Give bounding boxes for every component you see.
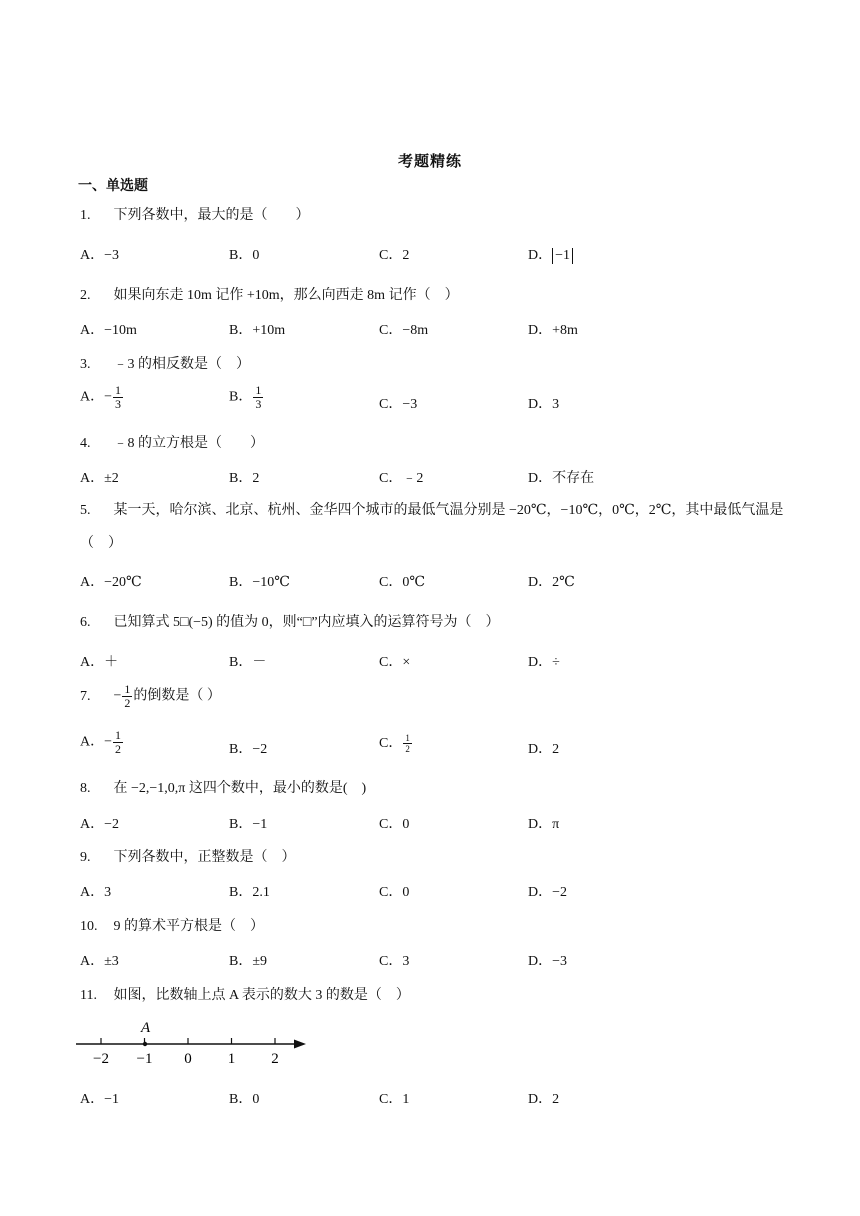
option-c[interactable]: C．0: [379, 817, 410, 832]
option-b[interactable]: B．−10℃: [229, 575, 290, 590]
option-c[interactable]: C．1: [379, 1092, 410, 1107]
denominator: 2: [115, 742, 122, 756]
option-c[interactable]: C．−3: [379, 397, 418, 412]
question-text: 下列各数中，正整数是（ ）: [113, 850, 296, 865]
option-b[interactable]: B．0: [229, 248, 260, 263]
point-a-label: A: [141, 1020, 151, 1036]
tick-label: −1: [136, 1051, 153, 1067]
option-a[interactable]: A．−2: [80, 817, 120, 832]
option-b[interactable]: B．−2: [229, 742, 268, 757]
question-text: 的倒数是（ ）: [133, 688, 221, 704]
question-3: [80, 353, 250, 373]
option-label: A．: [80, 734, 105, 750]
numerator: 1: [124, 682, 131, 696]
tick-label: 1: [227, 1051, 236, 1067]
question-9: [80, 846, 296, 866]
question-number: 3.: [80, 357, 91, 372]
option-a[interactable]: A．−3: [80, 248, 120, 263]
option-d[interactable]: [528, 244, 573, 264]
question-number: 9.: [80, 850, 91, 865]
option-b[interactable]: B．－: [229, 655, 267, 670]
question-text: 下列各数中，最大的是（ ）: [113, 208, 310, 223]
question-number: 10.: [80, 919, 98, 934]
option-d[interactable]: D．3: [528, 397, 560, 412]
denominator: 3: [255, 397, 262, 411]
question-number: 1.: [80, 208, 91, 223]
fraction: [122, 683, 132, 710]
option-d[interactable]: D．2℃: [528, 575, 575, 590]
tick-label: −2: [93, 1051, 109, 1067]
option-label: C．: [379, 736, 403, 751]
section-heading: 一、单选题: [78, 179, 148, 194]
question-text: 已知算式 5□(−5) 的值为 0，则“□”内应填入的运算符号为（ ）: [113, 615, 500, 630]
question-number: 2.: [80, 288, 91, 303]
question-text: 如果向东走 10m 记作 +10m，那么向西走 8m 记作（ ）: [113, 288, 459, 303]
option-b[interactable]: B．+10m: [229, 323, 286, 338]
option-c[interactable]: C．−8m: [379, 323, 429, 338]
option-b[interactable]: B．−1: [229, 817, 268, 832]
question-number: 5.: [80, 503, 91, 518]
option-d[interactable]: D．−3: [528, 954, 568, 969]
question-number: 8.: [80, 781, 91, 796]
question-10: [80, 915, 264, 935]
option-a[interactable]: A．±3: [80, 954, 119, 969]
question-text: 某一天，哈尔滨、北京、杭州、金华四个城市的最低气温分别是 −20℃，−10℃，0℃，2℃，其中最低气温是（ ）: [80, 503, 784, 551]
minus-sign: −: [113, 688, 122, 704]
question-text: 在 −2,−1,0,π 这四个数中，最小的数是( ): [113, 781, 367, 796]
option-a[interactable]: [80, 384, 124, 411]
question-number: 4.: [80, 436, 91, 451]
fraction: [253, 384, 263, 411]
fraction: [113, 384, 123, 411]
option-label: B．: [229, 389, 253, 405]
arrow-head-icon: [294, 1040, 306, 1049]
question-number: 6.: [80, 615, 91, 630]
page-title: 考题精练: [397, 154, 462, 170]
option-d[interactable]: D．2: [528, 1092, 560, 1107]
tick-label: 2: [271, 1051, 279, 1067]
option-label: A．: [80, 389, 105, 405]
question-4: [80, 432, 264, 452]
question-7: [80, 683, 221, 710]
option-b[interactable]: B．0: [229, 1092, 260, 1107]
fraction: [403, 733, 412, 754]
option-c[interactable]: C．×: [379, 655, 411, 670]
question-text: ﹣3 的相反数是（ ）: [113, 357, 250, 372]
option-c[interactable]: [379, 732, 413, 754]
option-d[interactable]: D．−2: [528, 885, 568, 900]
option-d[interactable]: D．π: [528, 817, 560, 832]
option-d[interactable]: D．不存在: [528, 471, 595, 486]
option-a[interactable]: A．＋: [80, 655, 119, 670]
question-6: [80, 611, 500, 631]
minus-sign: −: [104, 734, 113, 750]
option-d[interactable]: D．÷: [528, 655, 560, 670]
question-8: [80, 777, 366, 797]
question-5: [80, 494, 790, 560]
option-b[interactable]: B．2.1: [229, 885, 270, 900]
question-2: [80, 284, 459, 304]
option-label: D．: [528, 248, 553, 263]
question-1: [80, 204, 310, 224]
option-c[interactable]: C．2: [379, 248, 410, 263]
option-a[interactable]: A．−20℃: [80, 575, 142, 590]
option-d[interactable]: D．+8m: [528, 323, 578, 338]
fraction: [113, 729, 123, 756]
option-a[interactable]: A．−1: [80, 1092, 120, 1107]
minus-sign: −: [104, 389, 113, 405]
option-d[interactable]: D．2: [528, 742, 560, 757]
denominator: 3: [115, 397, 122, 411]
numerator: 1: [255, 383, 262, 397]
option-a[interactable]: A．3: [80, 885, 112, 900]
option-b[interactable]: B．2: [229, 471, 260, 486]
question-11: [80, 984, 410, 1004]
option-c[interactable]: C．3: [379, 954, 410, 969]
option-a[interactable]: [80, 729, 124, 756]
numerator: 1: [405, 733, 410, 744]
option-c[interactable]: C．0: [379, 885, 410, 900]
option-c[interactable]: C．0℃: [379, 575, 425, 590]
option-a[interactable]: A．±2: [80, 471, 119, 486]
absolute-value: −1: [552, 248, 573, 264]
numerator: 1: [115, 383, 122, 397]
numerator: 1: [115, 728, 122, 742]
question-text: ﹣8 的立方根是（ ）: [113, 436, 264, 451]
option-b[interactable]: B．±9: [229, 954, 268, 969]
question-number: 11.: [80, 988, 97, 1003]
option-b[interactable]: [229, 384, 264, 411]
point-a-dot: [143, 1042, 147, 1046]
question-number: 7.: [80, 688, 91, 704]
denominator: 2: [405, 744, 410, 755]
tick-label: 0: [184, 1051, 192, 1067]
number-line-figure: [70, 1018, 310, 1068]
question-text: 如图，比数轴上点 A 表示的数大 3 的数是（ ）: [113, 988, 410, 1003]
option-a[interactable]: A．−10m: [80, 323, 137, 338]
option-c[interactable]: C．﹣2: [379, 471, 424, 486]
question-text: 9 的算术平方根是（ ）: [113, 919, 264, 934]
denominator: 2: [124, 696, 131, 710]
